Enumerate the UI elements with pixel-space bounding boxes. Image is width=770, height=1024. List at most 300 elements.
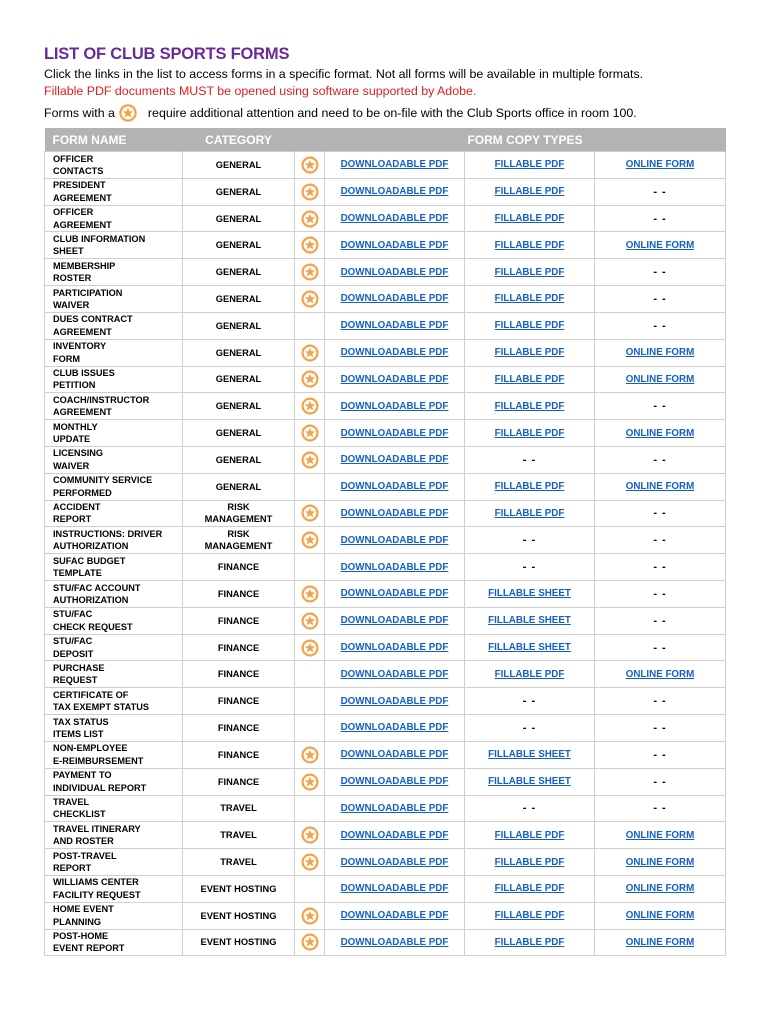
table-row [45,178,726,205]
category-cell: FINANCE [183,715,295,742]
column-header-category: CATEGORY [183,128,295,152]
star-badge-icon [295,450,324,470]
online-form-link[interactable]: ONLINE FORM [625,668,695,680]
downloadable-pdf-link[interactable]: DOWNLOADABLE PDF [340,936,449,948]
required-marker-cell [295,688,325,715]
pdf-cell [325,849,465,876]
downloadable-pdf-link[interactable]: DOWNLOADABLE PDF [340,373,449,385]
star-badge-icon [295,235,324,255]
form-name-cell: DUES CONTRACT AGREEMENT [45,312,183,339]
form-name-cell: POST-HOME EVENT REPORT [45,929,183,956]
table-body [45,152,726,956]
unavailable-dash: - - [653,587,667,600]
fillable-cell [465,741,595,768]
required-marker-cell [295,795,325,822]
unavailable-dash: - - [653,721,667,734]
online-cell [595,500,726,527]
unavailable-dash: - - [653,641,667,654]
fillable-link[interactable]: FILLABLE PDF [494,266,565,278]
table-row [45,929,726,956]
unavailable-dash: - - [653,319,667,332]
star-badge-icon [117,104,141,122]
category-cell: TRAVEL [183,849,295,876]
pdf-cell [325,152,465,179]
table-row [45,152,726,179]
required-marker-cell [295,420,325,447]
fillable-link[interactable]: FILLABLE PDF [494,936,565,948]
required-marker-cell [295,232,325,259]
category-cell: EVENT HOSTING [183,875,295,902]
table-row [45,768,726,795]
unavailable-dash: - - [522,721,537,734]
fillable-cell [465,500,595,527]
fillable-cell [465,929,595,956]
fillable-link[interactable]: FILLABLE PDF [494,400,565,412]
table-row [45,527,726,554]
online-cell [595,661,726,688]
table-row [45,473,726,500]
form-name-cell: OFFICER CONTACTS [45,152,183,179]
category-cell: GENERAL [183,312,295,339]
form-name-cell: CLUB ISSUES PETITION [45,366,183,393]
pdf-cell [325,205,465,232]
online-cell [595,875,726,902]
downloadable-pdf-link[interactable]: DOWNLOADABLE PDF [340,266,449,278]
table-row [45,286,726,313]
form-name-cell: ACCIDENT REPORT [45,500,183,527]
category-cell: FINANCE [183,607,295,634]
form-name-cell: MEMBERSHIP ROSTER [45,259,183,286]
pdf-cell [325,178,465,205]
category-cell: GENERAL [183,152,295,179]
fillable-link[interactable]: FILLABLE PDF [494,507,565,519]
online-form-link[interactable]: ONLINE FORM [625,239,695,251]
required-marker-cell [295,554,325,581]
downloadable-pdf-link[interactable]: DOWNLOADABLE PDF [340,507,449,519]
fillable-cell [465,849,595,876]
downloadable-pdf-link[interactable]: DOWNLOADABLE PDF [340,213,449,225]
category-cell: FINANCE [183,661,295,688]
form-name-cell: COMMUNITY SERVICE PERFORMED [45,473,183,500]
online-cell [595,822,726,849]
column-header-form-copy-types: FORM COPY TYPES [325,128,726,152]
fillable-cell [465,366,595,393]
pdf-cell [325,446,465,473]
category-cell: EVENT HOSTING [183,929,295,956]
category-cell: FINANCE [183,688,295,715]
fillable-cell [465,312,595,339]
online-form-link[interactable]: ONLINE FORM [625,936,695,948]
downloadable-pdf-link[interactable]: DOWNLOADABLE PDF [340,320,449,332]
online-form-link[interactable]: ONLINE FORM [625,159,695,171]
star-badge-icon [295,396,324,416]
form-name-cell: NON-EMPLOYEE E-REIMBURSEMENT [45,741,183,768]
required-marker-cell [295,178,325,205]
required-marker-cell [295,527,325,554]
category-cell: FINANCE [183,741,295,768]
fillable-link[interactable]: FILLABLE PDF [494,883,565,895]
unavailable-dash: - - [653,212,667,225]
form-name-cell: STU/FAC ACCOUNT AUTHORIZATION [45,581,183,608]
unavailable-dash: - - [653,802,667,815]
online-cell [595,339,726,366]
category-cell: GENERAL [183,473,295,500]
table-row [45,795,726,822]
online-form-link[interactable]: ONLINE FORM [625,856,695,868]
fillable-link[interactable]: FILLABLE PDF [494,481,565,493]
required-marker-cell [295,446,325,473]
star-badge-icon [295,584,324,604]
fillable-link[interactable]: FILLABLE PDF [494,213,565,225]
online-cell [595,312,726,339]
unavailable-dash: - - [653,775,667,788]
category-cell: RISK MANAGEMENT [183,527,295,554]
pdf-cell [325,286,465,313]
adobe-warning-text: Fillable PDF documents MUST be opened using software supported by Adobe. [44,84,477,98]
legend-prefix: Forms with a [44,106,115,120]
online-cell [595,473,726,500]
pdf-cell [325,929,465,956]
form-name-cell: CLUB INFORMATION SHEET [45,232,183,259]
downloadable-pdf-link[interactable]: DOWNLOADABLE PDF [340,883,449,895]
table-row [45,420,726,447]
downloadable-pdf-link[interactable]: DOWNLOADABLE PDF [340,749,449,761]
unavailable-dash: - - [522,561,537,574]
pdf-cell [325,822,465,849]
required-marker-cell [295,366,325,393]
category-cell: GENERAL [183,366,295,393]
required-marker-cell [295,822,325,849]
star-badge-icon [295,611,324,631]
downloadable-pdf-link[interactable]: DOWNLOADABLE PDF [340,668,449,680]
form-name-cell: TRAVEL CHECKLIST [45,795,183,822]
star-badge-icon [295,852,324,872]
required-marker-cell [295,875,325,902]
online-form-link[interactable]: ONLINE FORM [625,910,695,922]
unavailable-dash: - - [653,400,667,413]
fillable-link[interactable]: FILLABLE SHEET [488,776,571,788]
required-marker-cell [295,339,325,366]
downloadable-pdf-link[interactable]: DOWNLOADABLE PDF [340,829,449,841]
form-name-cell: POST-TRAVEL REPORT [45,849,183,876]
fillable-cell [465,902,595,929]
table-row [45,232,726,259]
fillable-link[interactable]: FILLABLE SHEET [488,615,571,627]
star-badge-icon [295,530,324,550]
pdf-cell [325,661,465,688]
star-badge-icon [295,825,324,845]
required-marker-cell [295,205,325,232]
intro-text: Click the links in the list to access forms in a specific format. Not all forms will be available in multiple formats. [44,67,644,81]
category-cell: RISK MANAGEMENT [183,500,295,527]
pdf-cell [325,554,465,581]
downloadable-pdf-link[interactable]: DOWNLOADABLE PDF [340,347,449,359]
online-cell [595,581,726,608]
downloadable-pdf-link[interactable]: DOWNLOADABLE PDF [340,481,449,493]
downloadable-pdf-link[interactable]: DOWNLOADABLE PDF [340,642,449,654]
fillable-cell [465,634,595,661]
fillable-cell [465,393,595,420]
online-cell [595,929,726,956]
online-cell [595,688,726,715]
star-badge-icon [295,423,324,443]
online-cell [595,554,726,581]
category-cell: FINANCE [183,554,295,581]
table-row [45,849,726,876]
form-name-cell: PARTICIPATION WAIVER [45,286,183,313]
form-name-cell: TAX STATUS ITEMS LIST [45,715,183,742]
table-row [45,822,726,849]
fillable-link[interactable]: FILLABLE PDF [494,239,565,251]
form-name-cell: COACH/INSTRUCTOR AGREEMENT [45,393,183,420]
online-form-link[interactable]: ONLINE FORM [625,883,695,895]
fillable-link[interactable]: FILLABLE SHEET [488,642,571,654]
pdf-cell [325,795,465,822]
unavailable-dash: - - [653,185,667,198]
unavailable-dash: - - [653,561,667,574]
form-name-cell: OFFICER AGREEMENT [45,205,183,232]
online-cell [595,393,726,420]
fillable-cell [465,875,595,902]
star-badge-icon [295,182,324,202]
online-cell [595,205,726,232]
category-cell: TRAVEL [183,795,295,822]
unavailable-dash: - - [653,507,667,520]
fillable-cell [465,178,595,205]
pdf-cell [325,527,465,554]
fillable-cell [465,339,595,366]
fillable-link[interactable]: FILLABLE PDF [494,427,565,439]
table-row [45,366,726,393]
fillable-link[interactable]: FILLABLE PDF [494,668,565,680]
form-name-cell: WILLIAMS CENTER FACILITY REQUEST [45,875,183,902]
online-cell [595,446,726,473]
online-form-link[interactable]: ONLINE FORM [625,427,695,439]
online-form-link[interactable]: ONLINE FORM [625,481,695,493]
required-marker-cell [295,393,325,420]
pdf-cell [325,634,465,661]
fillable-cell [465,527,595,554]
table-row [45,741,726,768]
fillable-link[interactable]: FILLABLE PDF [494,910,565,922]
online-cell [595,795,726,822]
table-row [45,259,726,286]
required-marker-cell [295,849,325,876]
unavailable-dash: - - [522,695,537,708]
table-header-row [45,128,726,152]
table-row [45,875,726,902]
star-badge-icon [295,638,324,658]
pdf-cell [325,420,465,447]
online-form-link[interactable]: ONLINE FORM [625,347,695,359]
downloadable-pdf-link[interactable]: DOWNLOADABLE PDF [340,454,449,466]
table-row [45,661,726,688]
fillable-link[interactable]: FILLABLE PDF [494,186,565,198]
star-badge-icon [295,369,324,389]
required-marker-cell [295,500,325,527]
form-name-cell: HOME EVENT PLANNING [45,902,183,929]
required-marker-cell [295,741,325,768]
column-header-star [295,128,325,152]
pdf-cell [325,581,465,608]
star-badge-icon [295,155,324,175]
category-cell: EVENT HOSTING [183,902,295,929]
star-badge-icon [295,503,324,523]
downloadable-pdf-link[interactable]: DOWNLOADABLE PDF [340,400,449,412]
online-cell [595,768,726,795]
downloadable-pdf-link[interactable]: DOWNLOADABLE PDF [340,534,449,546]
fillable-link[interactable]: FILLABLE PDF [494,293,565,305]
fillable-cell [465,715,595,742]
online-cell [595,607,726,634]
category-cell: GENERAL [183,286,295,313]
downloadable-pdf-link[interactable]: DOWNLOADABLE PDF [340,695,449,707]
required-marker-cell [295,634,325,661]
pdf-cell [325,393,465,420]
unavailable-dash: - - [653,266,667,279]
online-cell [595,232,726,259]
downloadable-pdf-link[interactable]: DOWNLOADABLE PDF [340,776,449,788]
star-badge-icon [295,772,324,792]
category-cell: GENERAL [183,232,295,259]
online-cell [595,741,726,768]
downloadable-pdf-link[interactable]: DOWNLOADABLE PDF [340,722,449,734]
unavailable-dash: - - [653,453,667,466]
unavailable-dash: - - [653,695,667,708]
online-cell [595,420,726,447]
table-row [45,581,726,608]
pdf-cell [325,232,465,259]
pdf-cell [325,902,465,929]
online-form-link[interactable]: ONLINE FORM [625,373,695,385]
category-cell: GENERAL [183,259,295,286]
fillable-cell [465,768,595,795]
form-name-cell: STU/FAC DEPOSIT [45,634,183,661]
required-marker-cell [295,661,325,688]
unavailable-dash: - - [653,534,667,547]
fillable-cell [465,581,595,608]
downloadable-pdf-link[interactable]: DOWNLOADABLE PDF [340,588,449,600]
fillable-cell [465,152,595,179]
form-name-cell: MONTHLY UPDATE [45,420,183,447]
form-name-cell: PAYMENT TO INDIVIDUAL REPORT [45,768,183,795]
fillable-cell [465,232,595,259]
online-form-link[interactable]: ONLINE FORM [625,829,695,841]
online-cell [595,366,726,393]
fillable-link[interactable]: FILLABLE PDF [494,829,565,841]
legend-line [44,104,637,122]
downloadable-pdf-link[interactable]: DOWNLOADABLE PDF [340,615,449,627]
downloadable-pdf-link[interactable]: DOWNLOADABLE PDF [340,561,449,573]
downloadable-pdf-link[interactable]: DOWNLOADABLE PDF [340,239,449,251]
downloadable-pdf-link[interactable]: DOWNLOADABLE PDF [340,910,449,922]
fillable-cell [465,473,595,500]
required-marker-cell [295,286,325,313]
pdf-cell [325,366,465,393]
pdf-cell [325,473,465,500]
category-cell: GENERAL [183,420,295,447]
unavailable-dash: - - [522,534,537,547]
fillable-link[interactable]: FILLABLE PDF [494,373,565,385]
table-row [45,715,726,742]
unavailable-dash: - - [653,292,667,305]
form-name-cell: STU/FAC CHECK REQUEST [45,607,183,634]
fillable-link[interactable]: FILLABLE SHEET [488,588,571,600]
form-name-cell: PURCHASE REQUEST [45,661,183,688]
category-cell: GENERAL [183,178,295,205]
online-cell [595,902,726,929]
form-name-cell: CERTIFICATE OF TAX EXEMPT STATUS [45,688,183,715]
table-row [45,554,726,581]
star-badge-icon [295,262,324,282]
unavailable-dash: - - [522,453,537,466]
unavailable-dash: - - [653,614,667,627]
online-cell [595,286,726,313]
category-cell: FINANCE [183,581,295,608]
fillable-link[interactable]: FILLABLE PDF [494,347,565,359]
required-marker-cell [295,929,325,956]
pdf-cell [325,312,465,339]
pdf-cell [325,339,465,366]
form-name-cell: INVENTORY FORM [45,339,183,366]
fillable-cell [465,795,595,822]
downloadable-pdf-link[interactable]: DOWNLOADABLE PDF [340,159,449,171]
pdf-cell [325,741,465,768]
pdf-cell [325,500,465,527]
fillable-link[interactable]: FILLABLE PDF [494,159,565,171]
table-row [45,688,726,715]
table-row [45,339,726,366]
downloadable-pdf-link[interactable]: DOWNLOADABLE PDF [340,293,449,305]
fillable-cell [465,259,595,286]
pdf-cell [325,715,465,742]
star-badge-icon [295,289,324,309]
table-row [45,205,726,232]
category-cell: FINANCE [183,768,295,795]
downloadable-pdf-link[interactable]: DOWNLOADABLE PDF [340,802,449,814]
category-cell: GENERAL [183,446,295,473]
fillable-cell [465,420,595,447]
fillable-cell [465,286,595,313]
fillable-link[interactable]: FILLABLE SHEET [488,749,571,761]
legend-suffix: require additional attention and need to be on-file with the Club Sports office in room 100. [147,106,637,120]
downloadable-pdf-link[interactable]: DOWNLOADABLE PDF [340,856,449,868]
online-cell [595,527,726,554]
pdf-cell [325,607,465,634]
forms-table [44,128,726,956]
required-marker-cell [295,152,325,179]
required-marker-cell [295,581,325,608]
star-badge-icon [295,209,324,229]
form-name-cell: LICENSING WAIVER [45,446,183,473]
star-badge-icon [295,932,324,952]
table-row [45,607,726,634]
required-marker-cell [295,473,325,500]
required-marker-cell [295,259,325,286]
unavailable-dash: - - [653,748,667,761]
table-row [45,634,726,661]
table-row [45,446,726,473]
downloadable-pdf-link[interactable]: DOWNLOADABLE PDF [340,186,449,198]
fillable-link[interactable]: FILLABLE PDF [494,856,565,868]
downloadable-pdf-link[interactable]: DOWNLOADABLE PDF [340,427,449,439]
required-marker-cell [295,902,325,929]
fillable-cell [465,688,595,715]
fillable-link[interactable]: FILLABLE PDF [494,320,565,332]
fillable-cell [465,661,595,688]
required-marker-cell [295,715,325,742]
category-cell: GENERAL [183,393,295,420]
